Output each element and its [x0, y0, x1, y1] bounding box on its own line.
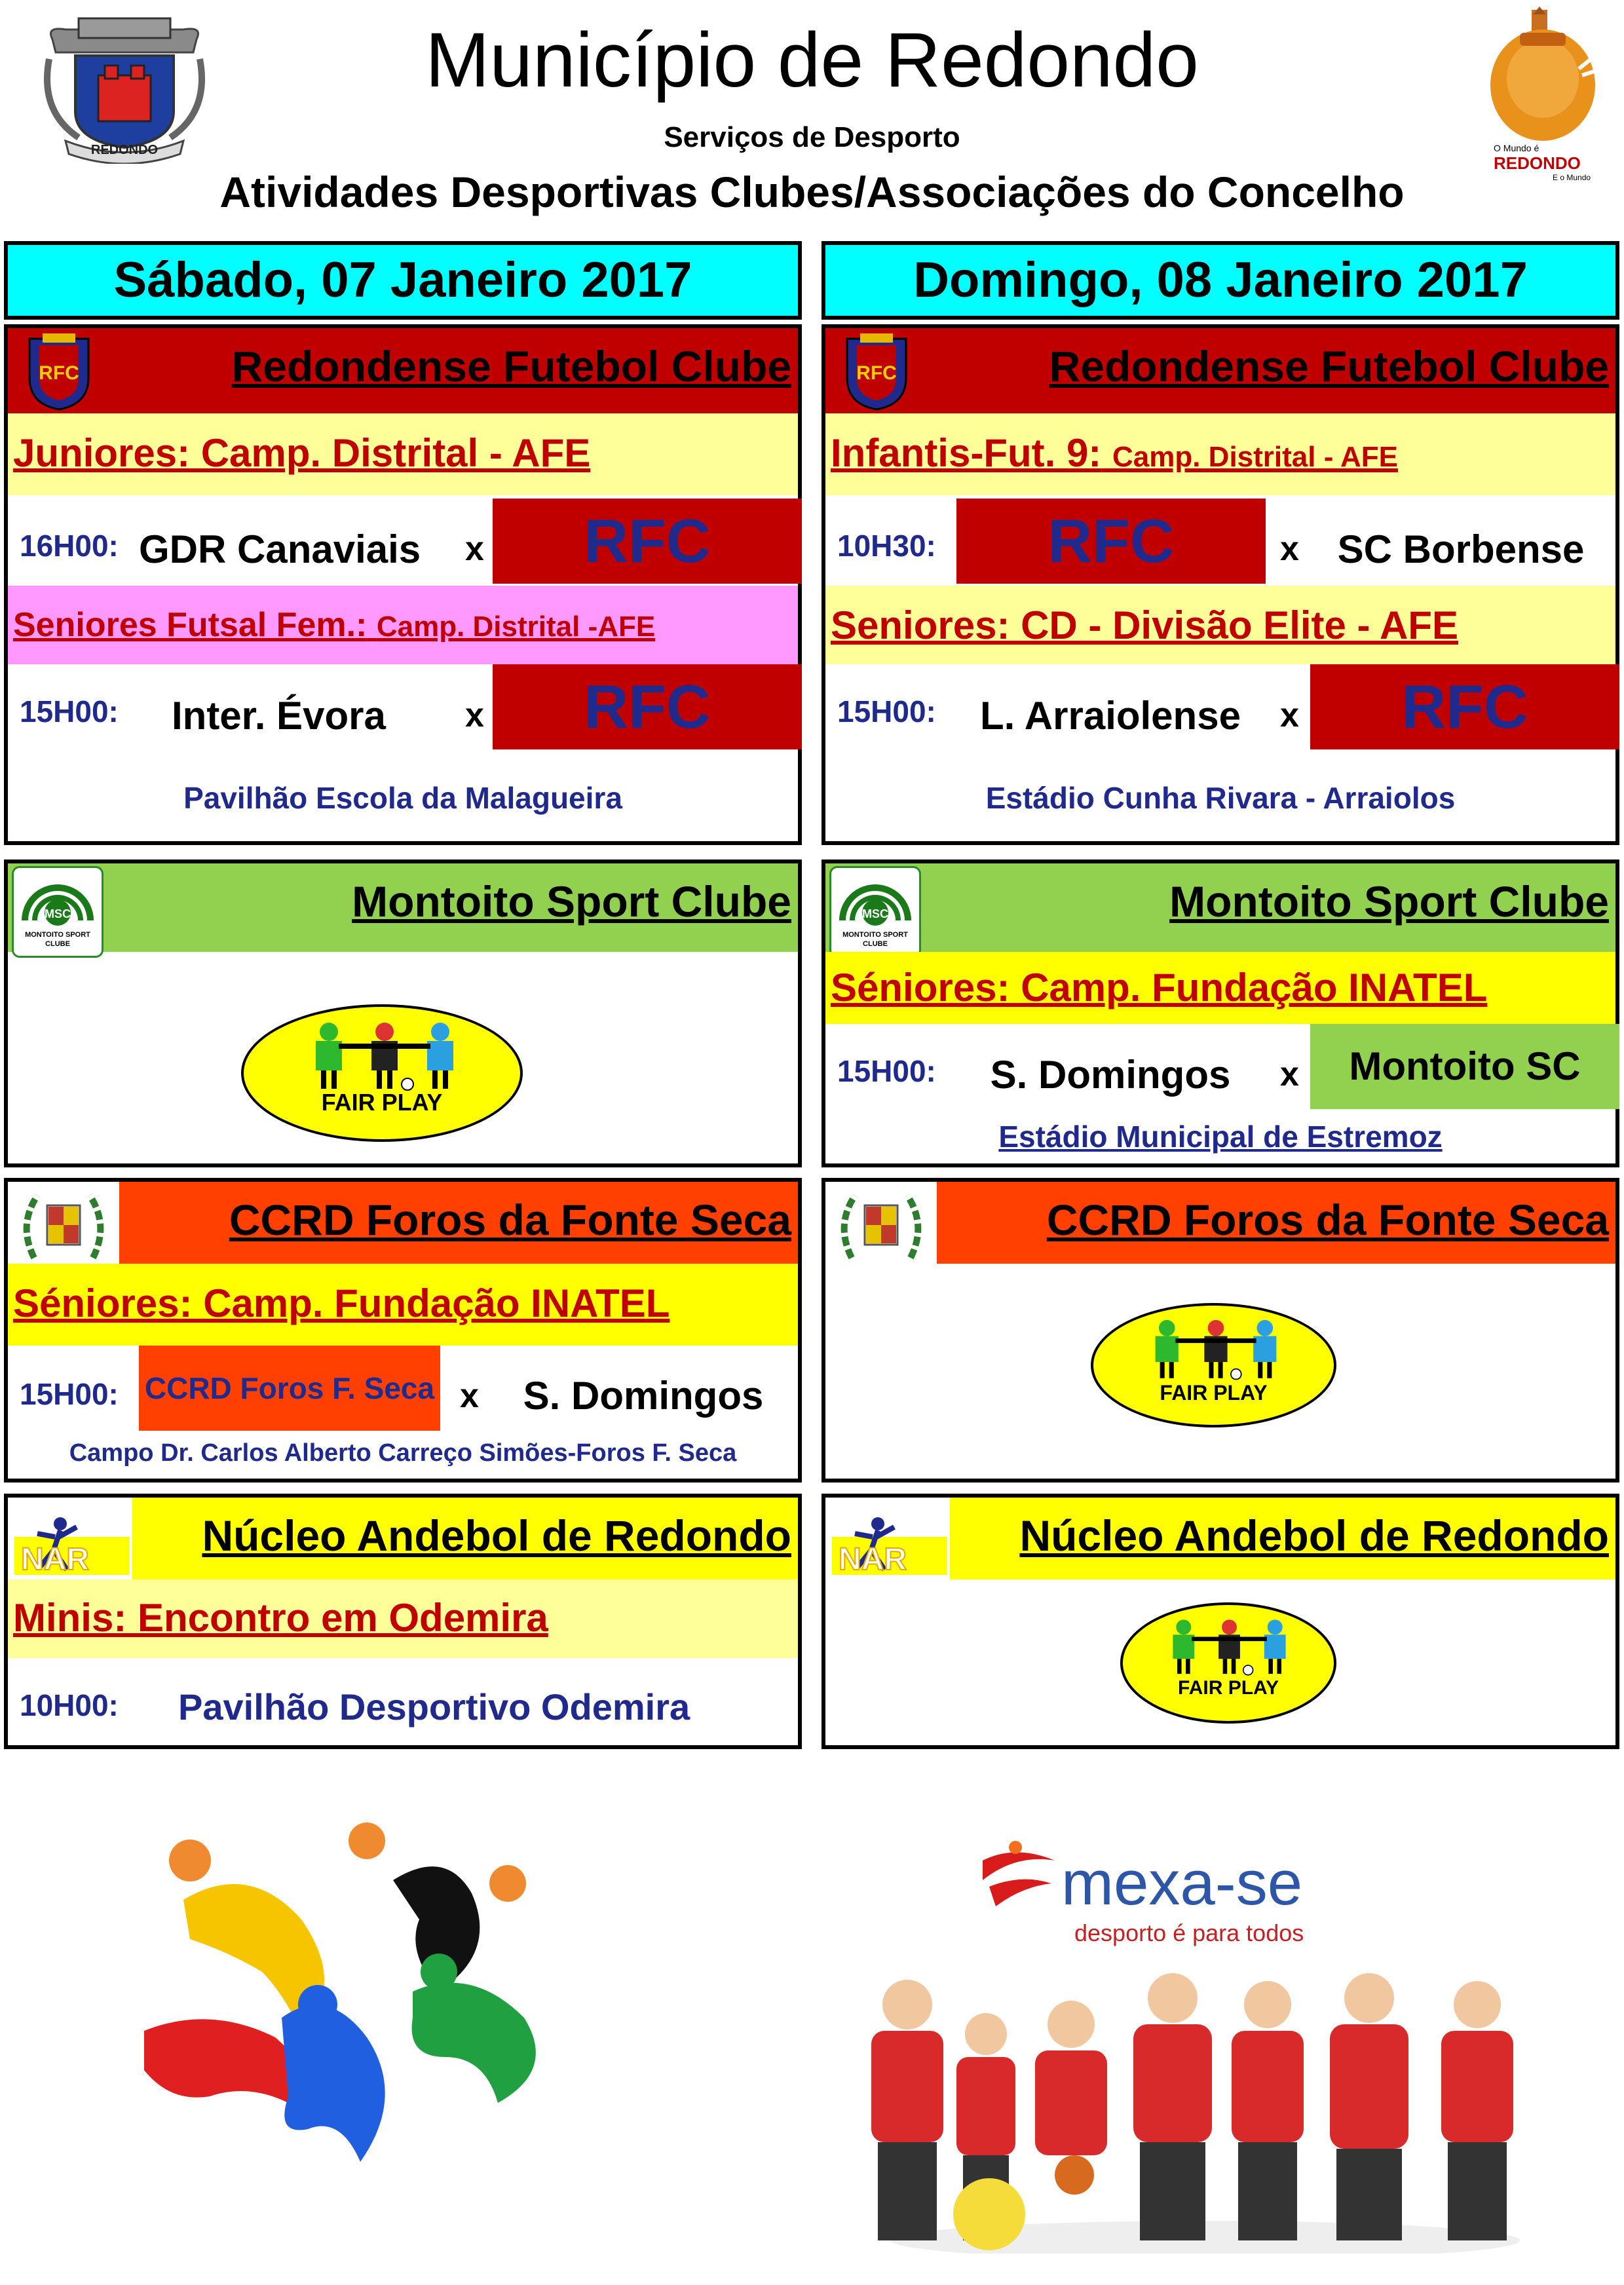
- competition-label: Seniores Futsal Fem.: Camp. Distrital -AFE: [13, 606, 656, 644]
- mexa-se-swoosh-icon: [976, 1841, 1061, 1913]
- msc-emblem-icon: [831, 868, 919, 927]
- day-header-saturday: Sábado, 07 Janeiro 2017: [4, 241, 802, 320]
- fair-play-figures-icon: [303, 1019, 466, 1091]
- svg-text:NAR: NAR: [839, 1542, 907, 1576]
- club-name: Núcleo Andebol de Redondo: [1019, 1511, 1609, 1560]
- sat-rfc-card: [4, 324, 802, 845]
- svg-text:MSC: MSC: [862, 907, 888, 920]
- rfc-crest-icon: [20, 332, 98, 411]
- venue: Pavilhão Escola da Malagueira: [183, 781, 622, 815]
- brand-line-2: REDONDO: [1494, 153, 1581, 173]
- andebol-logo: [14, 1511, 129, 1576]
- versus-separator: x: [465, 696, 484, 734]
- venue: Campo Dr. Carlos Alberto Carreço Simões-Foros F. Seca: [69, 1439, 737, 1467]
- home-team: L. Arraiolense: [980, 694, 1241, 738]
- match-time: 15H00:: [837, 1054, 936, 1088]
- away-team-rfc: RFC: [493, 664, 802, 749]
- versus-separator: x: [1280, 530, 1299, 568]
- club-name: Redondense Futebol Clube: [1049, 342, 1609, 390]
- home-team: GDR Canaviais: [139, 527, 421, 571]
- venue: Estádio Cunha Rivara - Arraiolos: [985, 781, 1456, 815]
- match-time: 15H00:: [837, 694, 936, 728]
- competition-band: [8, 586, 798, 664]
- club-header-bar: [8, 1498, 798, 1579]
- away-team: Montoito SC: [1310, 1024, 1619, 1109]
- sun-nar-card: [821, 1494, 1619, 1749]
- fair-play-label: FAIR PLAY: [321, 1089, 443, 1116]
- club-name: Redondense Futebol Clube: [231, 342, 791, 390]
- competition-label: Séniores: Camp. Fundação INATEL: [831, 966, 1488, 1010]
- mexa-se-tagline: desporto é para todos: [1074, 1919, 1304, 1946]
- sun-rfc-card: [821, 324, 1619, 845]
- versus-separator: x: [1280, 1055, 1299, 1093]
- match-time: 10H30:: [837, 529, 936, 563]
- sun-msc-card: [821, 859, 1619, 1167]
- competition-label: Séniores: Camp. Fundação INATEL: [13, 1281, 670, 1325]
- svg-text:MSC: MSC: [45, 907, 71, 920]
- page-subtitle: Serviços de Desporto: [664, 121, 960, 153]
- match-time: 15H00:: [20, 1377, 119, 1411]
- competition-label: Seniores: CD - Divisão Elite - AFE: [831, 603, 1458, 647]
- venue: Estádio Municipal de Estremoz: [998, 1120, 1443, 1154]
- competition-band: [8, 413, 798, 495]
- match-time: 10H00:: [20, 1688, 119, 1722]
- competition-band: [825, 586, 1615, 664]
- competition-label: Juniores: Camp. Distrital - AFE: [13, 431, 591, 475]
- brand-line-1: O Mundo é: [1494, 143, 1539, 153]
- home-team: Inter. Évora: [172, 694, 386, 738]
- sports-figures-illustration: [131, 1821, 708, 2188]
- club-name: Núcleo Andebol de Redondo: [202, 1511, 791, 1560]
- fair-play-figures-icon: [1144, 1315, 1288, 1381]
- club-header-bar: [8, 1182, 798, 1264]
- competition-band: [8, 1264, 798, 1346]
- venue-location: Pavilhão Desportivo Odemira: [178, 1686, 690, 1728]
- home-team-rfc: RFC: [956, 499, 1266, 584]
- msc-logo: [829, 866, 921, 958]
- sun-ccrd-card: [821, 1178, 1619, 1482]
- versus-separator: x: [460, 1377, 479, 1415]
- svg-text:RFC: RFC: [856, 362, 897, 384]
- away-team-rfc: RFC: [1310, 664, 1619, 749]
- rfc-crest-icon: [837, 332, 916, 411]
- club-header-bar: [8, 863, 798, 952]
- day-header-sunday: Domingo, 08 Janeiro 2017: [821, 241, 1619, 320]
- competition-band: [8, 1579, 798, 1658]
- sat-ccrd-card: [4, 1178, 802, 1482]
- fair-play-label: FAIR PLAY: [1178, 1677, 1279, 1699]
- ccrd-wreath-logo: [832, 1186, 930, 1264]
- msc-emblem-icon: [14, 868, 102, 927]
- fair-play-badge: [241, 1004, 523, 1142]
- away-team: S. Domingos: [523, 1374, 764, 1418]
- andebol-logo: [832, 1511, 947, 1576]
- ccrd-wreath-logo: [14, 1186, 113, 1264]
- club-name: CCRD Foros da Fonte Seca: [229, 1196, 791, 1244]
- versus-separator: x: [1280, 696, 1299, 734]
- versus-separator: x: [465, 530, 484, 568]
- msc-logo-text: MONTOITO SPORT CLUBE: [842, 931, 908, 948]
- competition-label: Minis: Encontro em Odemira: [13, 1596, 548, 1640]
- msc-logo-text: MONTOITO SPORT CLUBE: [25, 931, 90, 948]
- club-header-bar: [8, 328, 798, 413]
- away-team: SC Borbense: [1337, 527, 1585, 571]
- match-time: 16H00:: [20, 529, 119, 563]
- msc-logo: [12, 866, 104, 958]
- home-team: S. Domingos: [990, 1053, 1231, 1097]
- sat-msc-card: [4, 859, 802, 1167]
- club-name: Montoito Sport Clube: [1169, 877, 1609, 926]
- club-header-bar: [825, 863, 1615, 952]
- fair-play-badge: [1120, 1602, 1336, 1724]
- svg-text:RFC: RFC: [39, 362, 79, 384]
- fair-play-figures-icon: [1162, 1615, 1296, 1677]
- competition-band: [825, 413, 1615, 495]
- away-team-rfc: RFC: [493, 499, 802, 584]
- brand-line-3: E o Mundo: [1553, 173, 1591, 182]
- club-header-bar: [825, 1498, 1615, 1579]
- fair-play-label: FAIR PLAY: [1160, 1381, 1268, 1405]
- club-header-bar: [825, 1182, 1615, 1264]
- svg-text:NAR: NAR: [21, 1542, 89, 1576]
- match-time: 15H00:: [20, 694, 119, 728]
- competition-band: [825, 952, 1615, 1024]
- club-name: Montoito Sport Clube: [352, 877, 791, 926]
- club-name: CCRD Foros da Fonte Seca: [1046, 1196, 1609, 1244]
- mexa-se-brand: mexa-se: [1061, 1848, 1303, 1918]
- svg-text:REDONDO: REDONDO: [90, 143, 159, 157]
- sat-nar-card: [4, 1494, 802, 1749]
- competition-label: Infantis-Fut. 9: Camp. Distrital - AFE: [831, 431, 1398, 475]
- mexa-se-banner: [845, 1828, 1559, 2254]
- club-header-bar: [825, 328, 1615, 413]
- redondo-brand-logo: [1481, 7, 1612, 183]
- home-team: CCRD Foros F. Seca: [139, 1346, 440, 1431]
- page-title: Município de Redondo: [425, 17, 1199, 104]
- fair-play-badge: [1091, 1303, 1336, 1427]
- page-heading: Atividades Desportivas Clubes/Associações do Concelho: [219, 168, 1405, 216]
- people-photo: [858, 1959, 1553, 2254]
